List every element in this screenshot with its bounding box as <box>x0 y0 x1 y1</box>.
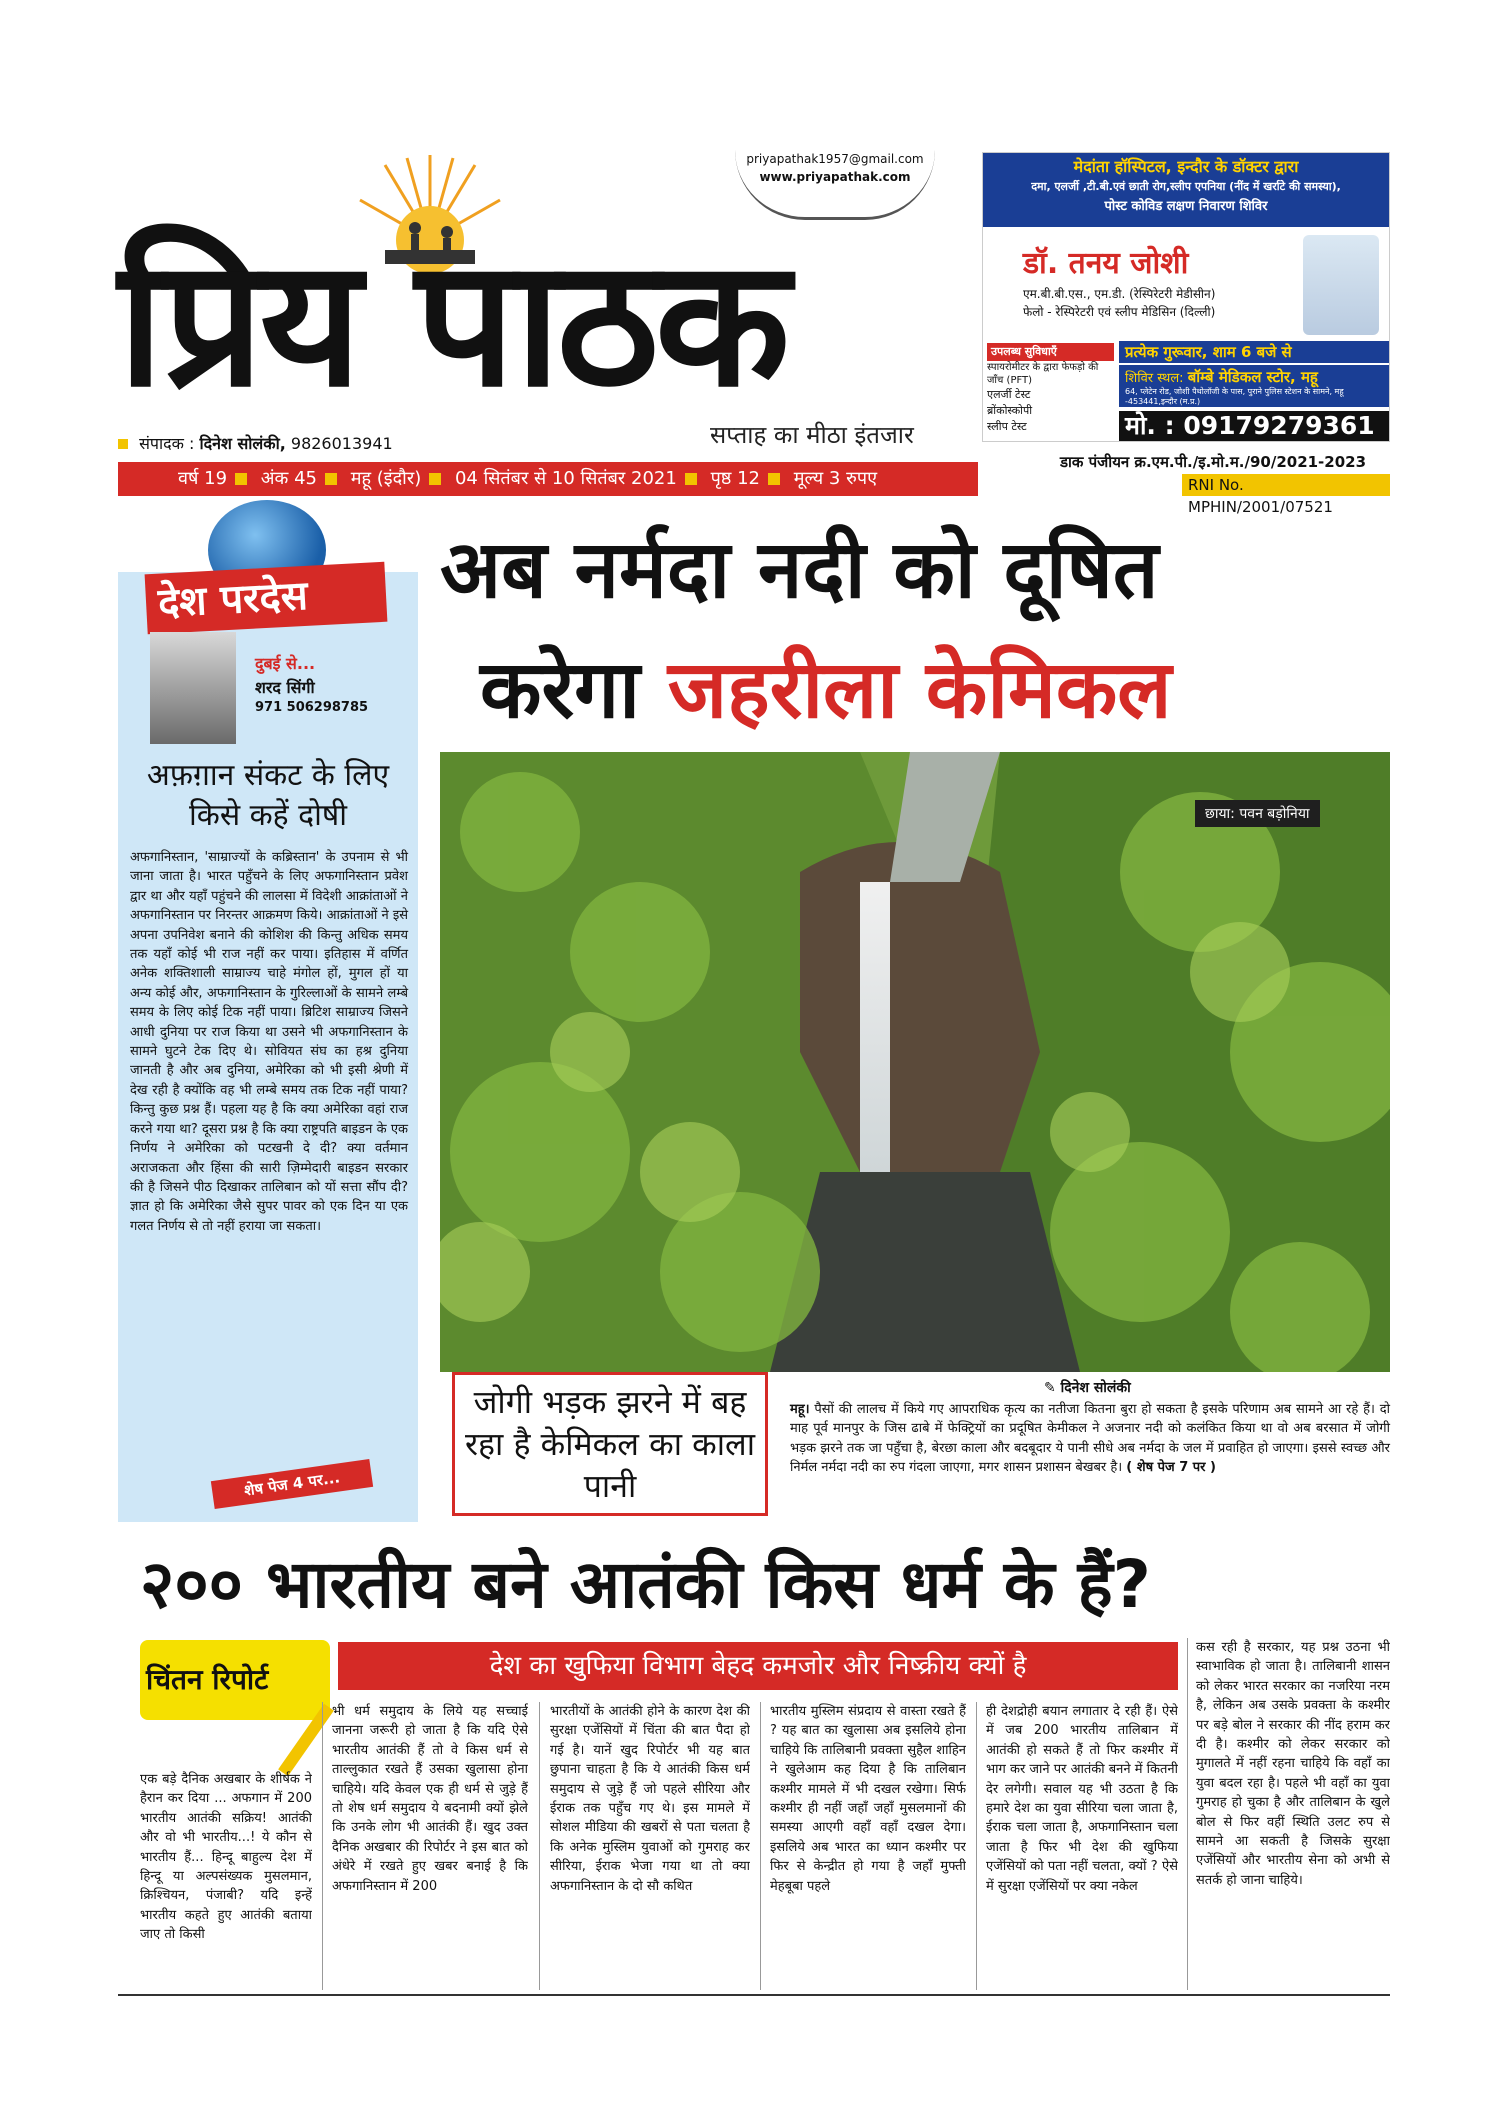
camp-location <box>1119 365 1389 407</box>
camp-address: 64, प्लेटेन रोड, जोशी पैथोलॉजी के पास, पुराने पुलिस स्टेशन के सामने, महू -453441,इन्दौर (म.प्र.) <box>1125 387 1344 406</box>
issue-number: अंक 45 <box>260 468 317 489</box>
ad-camp-type: पोस्ट कोविड लक्षण निवारण शिविर <box>1104 199 1268 214</box>
facility-item: एलर्जी टेस्ट <box>987 388 1031 401</box>
facility-item: ब्रोंकोस्कोपी <box>987 404 1033 417</box>
ad-header <box>983 153 1389 227</box>
story-dateline: महू। <box>790 1402 810 1417</box>
second-headline: २०० भारतीय बने आतंकी किस धर्म के हैं? <box>140 1546 1151 1623</box>
report-badge: चिंतन रिपोर्ट <box>146 1663 269 1696</box>
left-article-headline: अफ़ग़ान संकट के लिए किसे कहें दोषी <box>146 758 390 833</box>
main-headline-line2 <box>480 640 1390 740</box>
section-label: देश परदेस <box>145 562 388 634</box>
ad-facilities <box>983 341 1118 441</box>
column-divider <box>760 1702 761 1990</box>
main-headline-line1: अब नर्मदा नदी को दूषित <box>440 523 1159 616</box>
rni-number: RNI No. MPHIN/2001/07521 <box>1182 474 1390 496</box>
doctor-photo <box>1303 235 1379 335</box>
author-location: दुबई से... <box>255 654 316 673</box>
column-divider <box>1187 1638 1188 1990</box>
issue-year: वर्ष 19 <box>178 468 228 489</box>
facility-item: स्लीप टेस्ट <box>987 420 1027 433</box>
ad-phone[interactable]: मो. : 09179279361 <box>1119 411 1389 441</box>
editor-line <box>118 432 393 454</box>
camp-schedule: प्रत्येक गुरूवार, शाम 6 बजे से <box>1119 341 1389 363</box>
editor-name: दिनेश सोलंकी, <box>199 434 286 453</box>
doctor-name: डॉ. तनय जोशी <box>1023 246 1189 281</box>
second-story-col6: कस रही है सरकार, यह प्रश्न उठना भी स्वाभाविक हो जाता है। तालिबानी शासन को लेकर भारत सरकार का नजरिया नरम है, लेकिन अब उसके प्रवक्ता के कश्मीर पर बड़े बोल ने सरकार की नींद हराम कर दी है। कश्मीर को लेकर सरकार को मुगालते में नहीं रहना चाहिये कि वहाँ का युवा बदल रहा है। पहले भी वहाँ का युवा गुमराह हो चुका है और तालिबान के खुले बोल से फिर वहीं स्थिति उलट रुप से सामने आ सकती है जिसके सुरक्षा एजेंसियों और भारतीय सेना को अभी से सतर्क हो जाना चाहिये। <box>1196 1640 1390 1888</box>
ad-conditions: दमा, एलर्जी ,टी.बी.एवं छाती रोग,स्लीप एपनिया (नींद में खर्राटे की समस्या), <box>1031 180 1341 193</box>
photo-caption: जोगी भड़क झरने में बह रहा है केमिकल का काला पानी <box>452 1372 768 1516</box>
column-divider <box>322 1702 323 1990</box>
story-byline <box>1044 1378 1131 1397</box>
waterfall-photo <box>440 752 1390 1372</box>
issue-dates: 04 सितंबर से 10 सितंबर 2021 <box>454 468 677 489</box>
second-story-col4: भारतीय मुस्लिम संप्रदाय से वास्ता रखते हैं ? यह बात का खुलासा अब इसलिये होना चाहिये कि तालिबानी प्रवक्ता सुहैल शाहिन ने खुलेआम कह दिया है कि तालिबान कश्मीर मामले में भी दखल रखेगा। सिर्फ कश्मीर ही नहीं जहाँ जहाँ मुसलमानों की समस्या आएगी वहाँ वहाँ दखल देगा। इसलिये अब भारत का ध्यान कश्मीर पर फिर से केन्द्रीत हो गया है जहाँ मुफ्ती मेहबूबा पहले <box>770 1704 966 1894</box>
story-text: पैसों की लालच में किये गए आपराधिक कृत्य का नतीजा कितना बुरा हो सकता है इसके परिणाम अब सामने आ रहे हैं। दो माह पूर्व मानपुर के जिस ढाबे में फेक्ट्रियों का प्रदूषित केमीकल ने अजनार नदी को कलंकित किया था वो अब बरसात में जोगी भड़क झरने तक जा पहुँचा है, बेरछा काला और बदबूदार ये पानी सीधे अब नर्मदा के जल में प्रवाहित हो जाएगा। इससे स्वच्छ और निर्मल नर्मदा नदी का रुप गंदला जाएगा, मगर शासन प्रशासन बेखबर है। <box>790 1402 1390 1476</box>
editor-label: संपादक : <box>139 434 195 453</box>
column-divider <box>976 1702 977 1990</box>
issue-place: महू (इंदौर) <box>350 468 422 489</box>
editor-phone: 9826013941 <box>290 434 393 453</box>
issue-info-bar <box>118 462 978 496</box>
second-story-col1: एक बड़े दैनिक अखबार के शीर्षक ने हैरान कर दिया ... अफगान में 200 भारतीय आतंकी सक्रिय! आतंकी और वो भी भारतीय...! ये कौन से भारतीय हैं... हिन्दू बाहुल्य देश में हिन्दू या अल्पसंख्यक मुसलमान, क्रिश्चियन, पंजाबी? यदि इन्हें भारतीय कहते हुए आतंकी बताया जाए तो किसी <box>140 1772 312 1943</box>
author-name: शरद सिंगी <box>255 678 315 697</box>
main-headline-red: जहरीला केमिकल <box>667 643 1172 736</box>
bottom-rule <box>118 1994 1390 1996</box>
ad-headline: मेदांता हॉस्पिटल, इन्दौर के डॉक्टर द्वारा <box>1073 157 1299 176</box>
left-continued-tag: शेष पेज 4 पर... <box>211 1459 373 1509</box>
doctor-qualification: एम.बी.बी.एस., एम.डी. (रेस्पिरेटरी मेडीसीन) <box>1023 287 1216 301</box>
main-story-body <box>790 1400 1390 1478</box>
second-story-col3: भारतीयों के आतंकी होने के कारण देश की सुरक्षा एजेंसियों में चिंता की बात पैदा हो गई है। यानें खुद रिपोर्टर भी यह बात छुपाना चाहता है कि ये आतंकी किस धर्म समुदाय से जुड़े हैं जो पहले सीरिया और ईराक तक पहुँच गए थे। इस मामले में सोशल मीडिया की खबरों से पता चलता है कि अनेक मुस्लिम युवाओं को गुमराह कर सीरिया, ईराक भेजा गया था तो क्या अफगानिस्तान के दो सौ कथित <box>550 1704 750 1894</box>
column-divider <box>539 1702 540 1990</box>
issue-pages: पृष्ठ 12 <box>710 468 761 489</box>
story-continued: ( शेष पेज 7 पर ) <box>1126 1460 1216 1476</box>
email-text[interactable]: priyapathak1957@gmail.com <box>746 152 924 166</box>
doctor-fellowship: फेलो - रेस्पिरेटरी एवं स्लीप मेडिसिन (दिल्ली) <box>1023 305 1216 319</box>
masthead-title: प्रिय पाठक <box>118 219 787 426</box>
facility-item: स्पायरोमीटर के द्वारा फेफड़ो की जाँच (PFT) <box>987 362 1099 386</box>
author-photo <box>150 632 236 744</box>
medical-camp-ad[interactable] <box>982 152 1390 442</box>
photo-credit: छाया: पवन बड़ोनिया <box>1195 800 1320 827</box>
issue-price: मूल्य 3 रुपए <box>793 468 878 489</box>
postal-registration: डाक पंजीयन क्र.एम.पी./इ.मो.म./90/2021-2023 <box>1060 453 1367 471</box>
main-headline-black: करेगा <box>480 643 640 736</box>
bullet-icon <box>118 439 128 449</box>
pen-icon: ✎ <box>1044 1380 1061 1396</box>
facilities-title: उपलब्ध सुविधाएँ <box>987 343 1114 361</box>
website-text[interactable]: www.priyapathak.com <box>759 170 911 184</box>
ad-schedule-block <box>1119 341 1389 441</box>
byline-name: दिनेश सोलंकी <box>1060 1380 1131 1396</box>
left-article-body: अफगानिस्तान, 'साम्राज्यों के कब्रिस्तान' के उपनाम से भी जाना जाता है। भारत पहुँचने के लिए अफगानिस्तान प्रवेश द्वार था और यहाँ पहुंचने की लालसा में विदेशी आक्रांताओं ने अफगानिस्तान पर निरन्तर आक्रमण किये। आक्रांताओं ने इसे अपना उपनिवेश बनाने की कोशिश की किन्तु अधिक समय तक यहाँ कोई भी राज नहीं कर पाया। इतिहास में वर्णित अनेक शक्तिशाली साम्राज्य चाहे मंगोल हों, मुगल हों या अन्य कोई और, अफगानिस्तान के गुरिल्लाओं के सामने लम्बे समय के लिए कोई टिक नहीं पाया। ब्रिटिश साम्राज्य जिसने आधी दुनिया पर राज किया था उसने भी अफगानिस्तान के सामने घुटने टेक दिए थे। सोवियत संघ का हश्र दुनिया जानती है और अब दुनिया, अमेरिका को भी इसी श्रेणी में देख रही है क्योंकि वह भी लम्बे समय तक टिक नहीं पाया? किन्तु कुछ प्रश्न हैं। पहला यह है कि क्या अमेरिका वहां राज करने गया था? दूसरा प्रश्न है कि क्या राष्ट्रपति बाइडन के एक निर्णय ने अमेरिका को पटखनी दे दी? क्या वर्तमान अराजकता और हिंसा की सारी ज़िम्मेदारी बाइडन सरकार की है जिसने पीठ दिखाकर तालिबान को यों सत्ता सौंप दी? ज्ञात हो कि अमेरिका जैसे सुपर पावर को एक दिन या एक गलत निर्णय से तो नहीं हराया जा सकता। <box>130 850 408 1234</box>
camp-name: बॉम्बे मेडिकल स्टोर, महू <box>1187 368 1318 386</box>
ad-doctor-block <box>983 229 1389 341</box>
camp-label: शिविर स्थल: <box>1125 371 1184 386</box>
second-subheadline: देश का खुफिया विभाग बेहद कमजोर और निष्क्रीय क्यों है <box>338 1642 1178 1690</box>
author-phone: 971 506298785 <box>255 700 369 715</box>
second-story-col2: भी धर्म समुदाय के लिये यह सच्चाई जानना जरूरी हो जाता है कि यदि ऐसे भारतीय आतंकी हैं तो वे किस धर्म से ताल्लुकात रखते हैं उसका खुलासा होना चाहिये। यदि केवल एक ही धर्म से जुड़े हैं तो शेष धर्म समुदाय ये बदनामी क्यों झेले कि उनके लोग भी आतंकी हैं। खुद उक्त दैनिक अखबार की रिपोर्टर ने इस बात को अंधेरे में रखते हुए खबर बनाई है कि अफगानिस्तान में 200 <box>332 1704 528 1894</box>
second-story-col5: ही देशद्रोही बयान लगातार दे रही हैं। ऐसे में जब 200 भारतीय तालिबान में आतंकी हो सकते हैं तो फिर कश्मीर में भाग कर जाने पर आतंकी बनने में कितनी देर लगेगी। सवाल यह भी उठता है कि हमारे देश का युवा सीरिया चला जाता है, ईराक चला जाता है, अफगानिस्तान चला जाता है फिर भी देश की खुफिया एजेंसियों को पता नहीं चलता, क्यों ? ऐसे में सुरक्षा एजेंसियों पर क्या नकेल <box>986 1704 1178 1894</box>
masthead-tagline: सप्ताह का मीठा इंतजार <box>710 421 914 449</box>
contact-bubble <box>735 150 935 220</box>
